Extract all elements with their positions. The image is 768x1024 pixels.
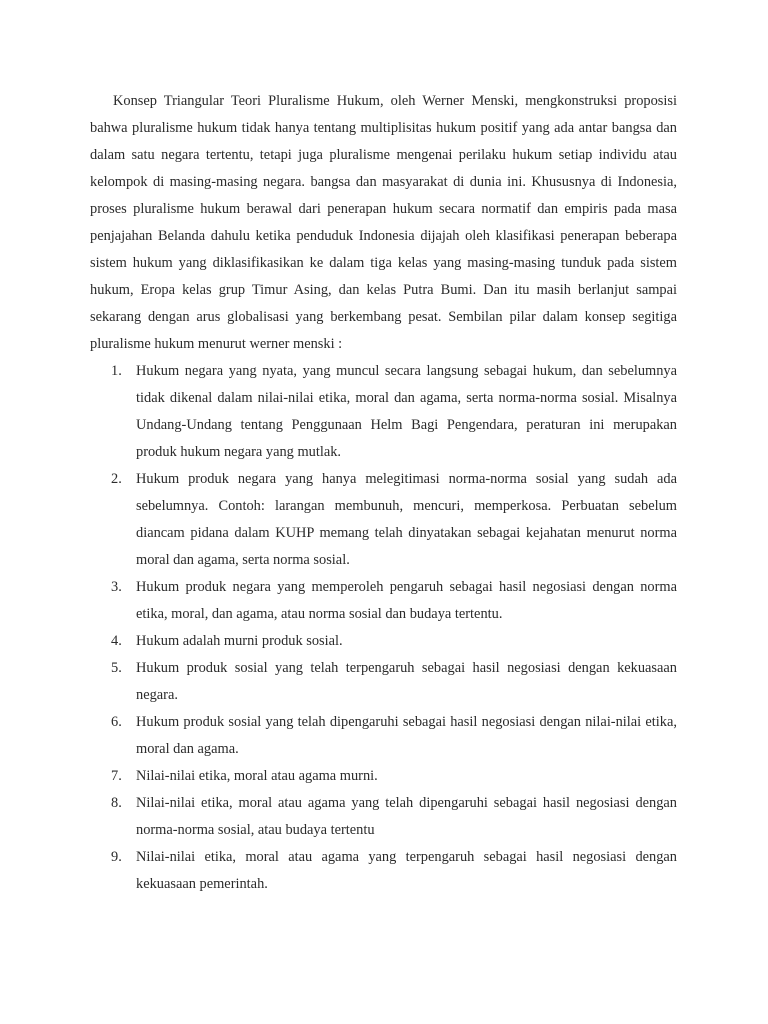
list-item-text: Hukum produk negara yang memperoleh pengaruh sebagai hasil negosiasi dengan norma etika, moral, dan agama, atau norma sosial dan budaya tertentu.	[136, 579, 677, 622]
list-item-text: Hukum negara yang nyata, yang muncul secara langsung sebagai hukum, dan sebelumnya tidak dikenal dalam nilai-nilai etika, moral dan agama, serta norma-norma sosial. Misalnya Undang-Undang tentang Penggunaan Helm Bagi Pengendara, peraturan ini merupakan produk hukum negara yang mutlak.	[136, 363, 677, 460]
list-item-number: 5.	[111, 660, 122, 676]
list-item	[90, 655, 677, 709]
intro-paragraph: Konsep Triangular Teori Pluralisme Hukum, oleh Werner Menski, mengkonstruksi proposisi bahwa pluralisme hukum tidak hanya tentang multiplisitas hukum positif yang ada antar bangsa dan dalam satu negara tertentu, tetapi juga pluralisme mengenai perilaku hukum setiap individu atau kelompok di masing-masing negara. bangsa dan masyarakat di dunia ini. Khususnya di Indonesia, proses pluralisme hukum berawal dari penerapan hukum secara normatif dan empiris pada masa penjajahan Belanda dahulu ketika penduduk Indonesia dijajah oleh klasifikasi penerapan beberapa sistem hukum yang diklasifikasikan ke dalam tiga kelas yang masing-masing tunduk pada sistem hukum, Eropa kelas grup Timur Asing, dan kelas Putra Bumi. Dan itu masih berlanjut sampai sekarang dengan arus globalisasi yang berkembang pesat. Sembilan pilar dalam konsep segitiga pluralisme hukum menurut werner menski :	[90, 93, 677, 352]
list-item-number: 1.	[111, 363, 122, 379]
list-item-text: Hukum adalah murni produk sosial.	[136, 633, 343, 649]
list-item-text: Hukum produk negara yang hanya melegitimasi norma-norma sosial yang sudah ada sebelumnya. Contoh: larangan membunuh, mencuri, memperkosa. Perbuatan sebelum diancam pidana dalam KUHP memang telah dinyatakan sebagai kejahatan menurut norma moral dan agama, serta norma sosial.	[136, 471, 677, 568]
list-item-number: 9.	[111, 849, 122, 865]
document-page	[90, 88, 677, 898]
list-item-number: 3.	[111, 579, 122, 595]
list-item-number: 7.	[111, 768, 122, 784]
list-item-text: Nilai-nilai etika, moral atau agama yang terpengaruh sebagai hasil negosiasi dengan kekuasaan pemerintah.	[136, 849, 677, 892]
list-item-text: Hukum produk sosial yang telah terpengaruh sebagai hasil negosiasi dengan kekuasaan negara.	[136, 660, 677, 703]
list-item-text: Nilai-nilai etika, moral atau agama yang telah dipengaruhi sebagai hasil negosiasi dengan norma-norma sosial, atau budaya tertentu	[136, 795, 677, 838]
list-item	[90, 763, 677, 790]
list-item-text: Hukum produk sosial yang telah dipengaruhi sebagai hasil negosiasi dengan nilai-nilai etika, moral dan agama.	[136, 714, 677, 757]
pillars-list	[90, 358, 677, 898]
list-item	[90, 628, 677, 655]
list-item-text: Nilai-nilai etika, moral atau agama murni.	[136, 768, 378, 784]
list-item-number: 2.	[111, 471, 122, 487]
list-item	[90, 790, 677, 844]
list-item-number: 8.	[111, 795, 122, 811]
list-item	[90, 709, 677, 763]
list-item	[90, 466, 677, 574]
list-item-number: 6.	[111, 714, 122, 730]
list-item	[90, 358, 677, 466]
list-item-number: 4.	[111, 633, 122, 649]
list-item	[90, 844, 677, 898]
list-item	[90, 574, 677, 628]
